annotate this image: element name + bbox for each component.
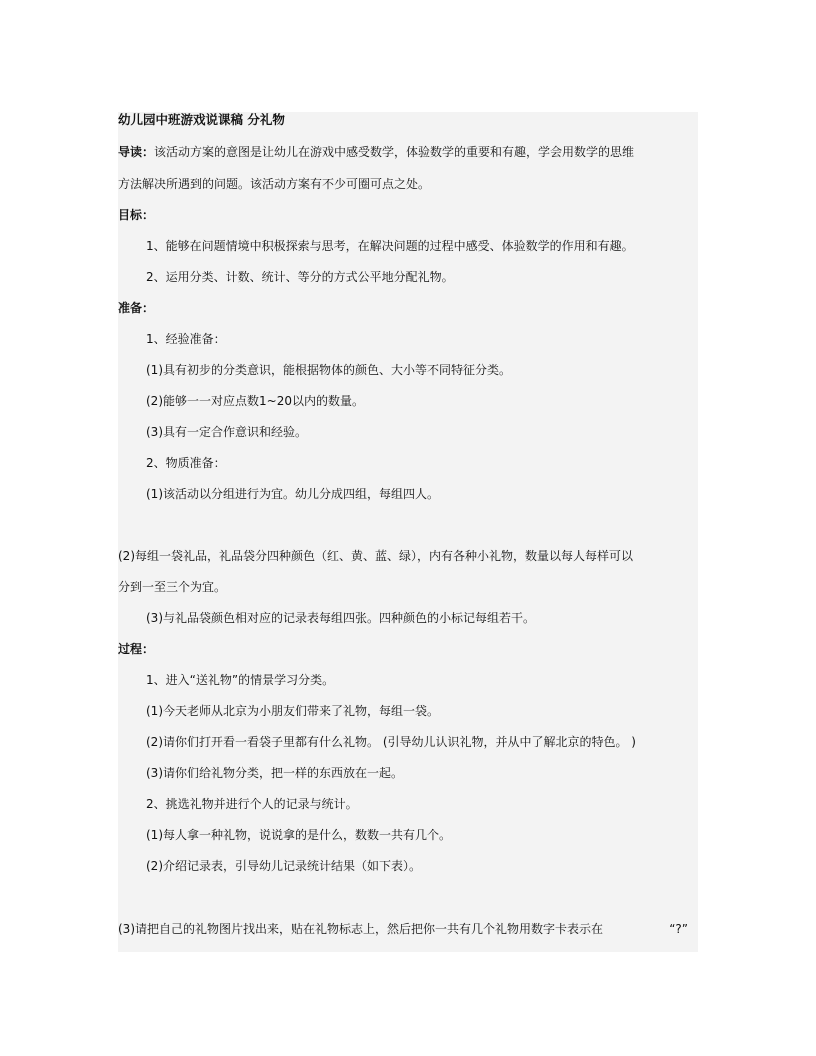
intro-text-1: 该活动方案的意图是让幼儿在游戏中感受数学，体验数学的重要和有趣，学会用数学的思维 <box>154 145 635 159</box>
process-step-2-item-3-text: (3)请把自己的礼物图片找出来，贴在礼物标志上，然后把你一共有几个礼物用数字卡表示在 <box>118 922 604 936</box>
prep-heading: 准备： <box>118 301 155 315</box>
prep-mat-item-2a: (2)每组一袋礼品，礼品袋分四种颜色（红、黄、蓝、绿），内有各种小礼物，数量以每人每样可以 <box>118 549 634 563</box>
process-step-1-item-1: (1)今天老师从北京为小朋友们带来了礼物，每组一袋。 <box>146 704 440 718</box>
prep-mat-item-2b: 分到一至三个为宜。 <box>118 580 227 594</box>
document-page <box>118 112 698 952</box>
intro-line-2: 方法解决所遇到的问题。该活动方案有不少可圈可点之处。 <box>118 177 431 191</box>
document-title: 幼儿园中班游戏说课稿 分礼物 <box>118 112 285 127</box>
prep-exp-item-1: (1)具有初步的分类意识，能根据物体的颜色、大小等不同特征分类。 <box>146 363 512 377</box>
process-step-2: 2、挑选礼物并进行个人的记录与统计。 <box>146 797 358 811</box>
prep-exp-heading: 1、经验准备： <box>146 332 226 346</box>
prep-mat-item-1: (1)该活动以分组进行为宜。幼儿分成四组，每组四人。 <box>146 487 440 501</box>
intro-label: 导读： <box>118 145 155 159</box>
process-step-1-item-3: (3)请你们给礼物分类，把一样的东西放在一起。 <box>146 766 403 780</box>
prep-exp-item-3: (3)具有一定合作意识和经验。 <box>146 425 307 439</box>
process-step-1: 1、进入“送礼物”的情景学习分类。 <box>146 673 335 687</box>
process-step-1-item-2: (2)请你们打开看一看袋子里都有什么礼物。 (引导幼儿认识礼物，并从中了解北京的特色。 ) <box>146 735 636 749</box>
process-step-2-item-2: (2)介绍记录表，引导幼儿记录统计结果（如下表）。 <box>146 859 422 873</box>
goal-heading: 目标： <box>118 208 155 222</box>
process-step-2-item-3 <box>118 921 688 937</box>
prep-exp-item-2: (2)能够一一对应点数1~20以内的数量。 <box>146 394 364 408</box>
intro-line-1 <box>118 144 634 160</box>
process-heading: 过程： <box>118 642 155 656</box>
goal-item-1: 1、能够在问题情境中积极探索与思考，在解决问题的过程中感受、体验数学的作用和有趣。 <box>146 239 634 253</box>
prep-mat-heading: 2、物质准备： <box>146 456 226 470</box>
process-step-2-item-3-end: “?” <box>669 922 688 936</box>
process-step-2-item-1: (1)每人拿一种礼物，说说拿的是什么，数数一共有几个。 <box>146 828 452 842</box>
goal-item-2: 2、运用分类、计数、统计、等分的方式公平地分配礼物。 <box>146 270 454 284</box>
prep-mat-item-3: (3)与礼品袋颜色相对应的记录表每组四张。四种颜色的小标记每组若干。 <box>146 611 536 625</box>
